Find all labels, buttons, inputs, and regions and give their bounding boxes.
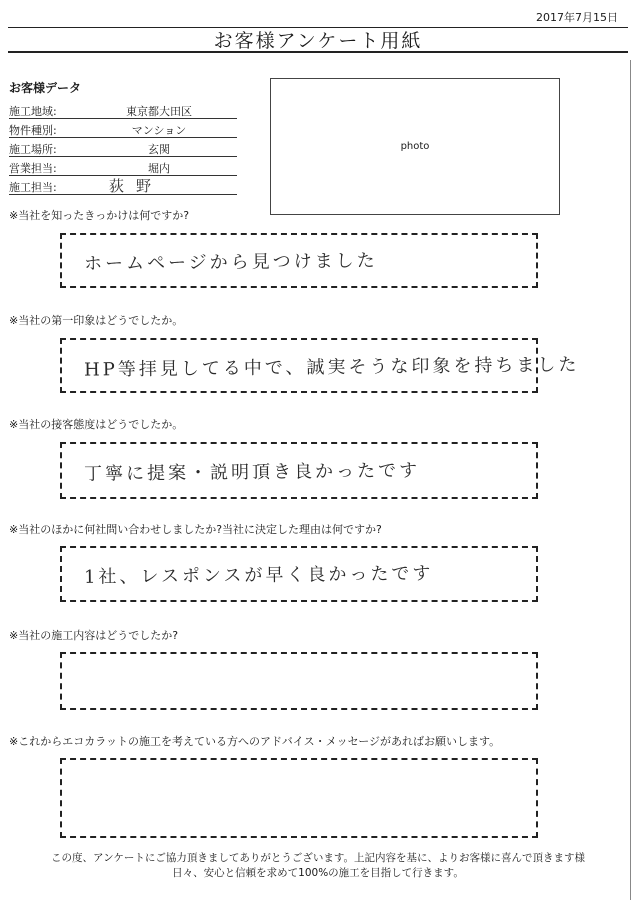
answer-1: ホームページから見つけました bbox=[83, 249, 378, 275]
info-label: 物件種別: bbox=[9, 124, 57, 137]
answer-2: HP等拝見してる中で、誠実そうな印象を持ちました bbox=[83, 353, 580, 381]
info-value: 東京都大田区 bbox=[126, 105, 192, 118]
question-1: ※当社を知ったきっかけは何ですか? bbox=[9, 209, 190, 222]
customer-data-heading: お客様データ bbox=[9, 81, 82, 95]
info-value: 玄関 bbox=[148, 143, 170, 156]
info-row-installer bbox=[9, 176, 237, 195]
question-5: ※当社の施工内容はどうでしたか? bbox=[9, 629, 179, 642]
info-row-property-type bbox=[9, 119, 237, 138]
info-row-location bbox=[9, 138, 237, 157]
info-label: 営業担当: bbox=[9, 162, 57, 175]
footer-line-2: 日々、安心と信頼を求めて100%の施工を目指して行きます。 bbox=[172, 867, 464, 879]
info-row-sales-rep bbox=[9, 157, 237, 176]
question-6: ※これからエコカラットの施工を考えている方へのアドバイス・メッセージがあればお願いします。 bbox=[9, 735, 501, 748]
info-row-area bbox=[9, 100, 237, 119]
photo-label: photo bbox=[400, 141, 430, 152]
answer-box-1 bbox=[60, 233, 538, 288]
footer-line-1: この度、アンケートにご協力頂きましてありがとうございます。上記内容を基に、よりお客様に喜んで頂きます様 bbox=[50, 852, 586, 864]
question-4: ※当社のほかに何社問い合わせしましたか?当社に決定した理由は何ですか? bbox=[9, 523, 382, 536]
photo-box bbox=[270, 78, 560, 215]
answer-box-5 bbox=[60, 652, 538, 710]
answer-box-2 bbox=[60, 338, 580, 393]
info-value: 堀内 bbox=[148, 162, 170, 175]
question-3: ※当社の接客態度はどうでしたか。 bbox=[9, 418, 184, 431]
page-title: お客様アンケート用紙 bbox=[213, 30, 423, 52]
answer-3: 丁寧に提案・説明頂き良かったです bbox=[83, 459, 421, 485]
info-label: 施工場所: bbox=[9, 143, 57, 156]
scan-edge-line bbox=[630, 60, 631, 900]
answer-4: 1社、レスポンスが早く良かったです bbox=[83, 563, 434, 588]
title-rule-bottom bbox=[8, 51, 628, 53]
info-label: 施工地域: bbox=[9, 105, 57, 118]
info-value: マンション bbox=[131, 124, 187, 137]
answer-box-3 bbox=[60, 442, 538, 499]
survey-date: 2017年7月15日 bbox=[536, 11, 618, 24]
info-label: 施工担当: bbox=[9, 181, 57, 194]
answer-box-4 bbox=[60, 546, 538, 602]
installer-signature: 荻野 bbox=[109, 177, 164, 195]
answer-box-6 bbox=[60, 758, 538, 838]
question-2: ※当社の第一印象はどうでしたか。 bbox=[9, 314, 184, 327]
